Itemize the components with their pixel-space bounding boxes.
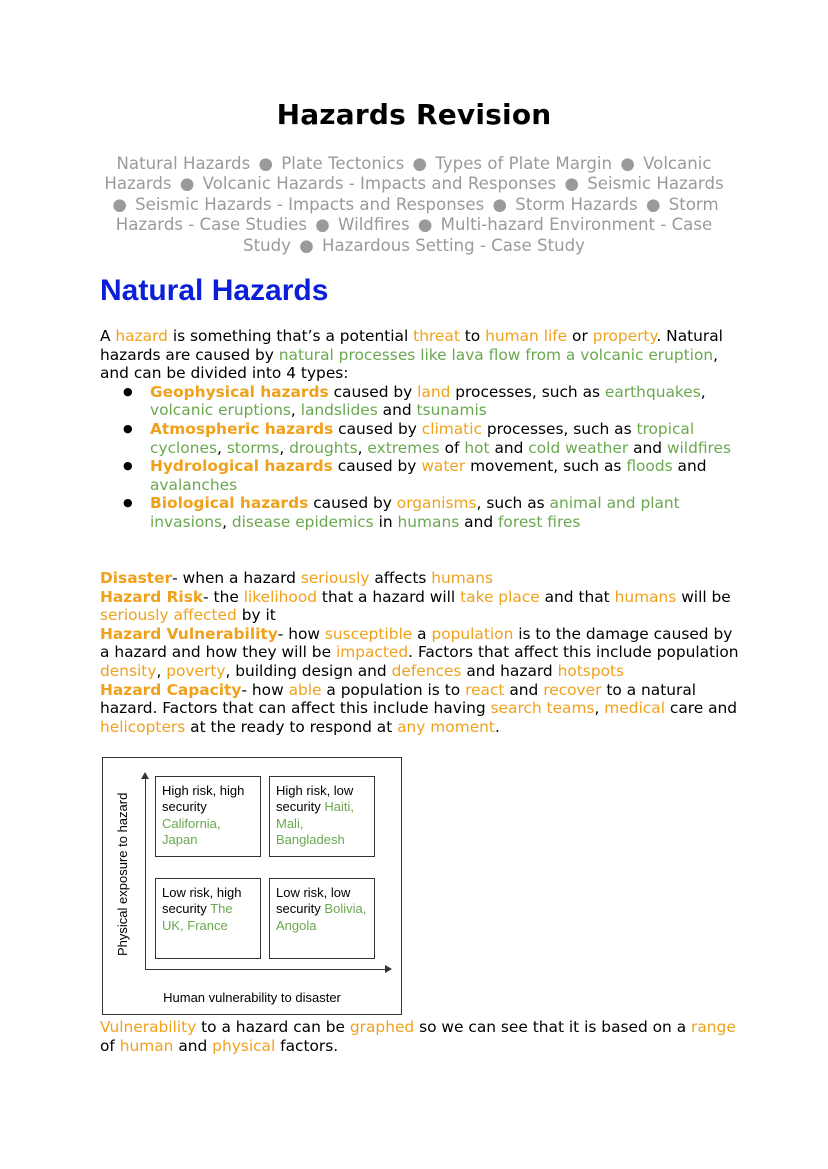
text: and xyxy=(377,401,417,420)
toc-separator: ● xyxy=(299,235,314,255)
highlight-term: organisms xyxy=(396,494,477,513)
quadrant-low-risk-high-security xyxy=(155,878,261,959)
intro-paragraph xyxy=(100,327,740,383)
quadrant-examples: California, Japan xyxy=(162,815,221,847)
y-axis-label: Physical exposure to hazard xyxy=(115,792,130,956)
text: and xyxy=(628,438,667,457)
highlight-term: take place xyxy=(460,587,540,606)
text: processes, such as xyxy=(481,419,637,438)
text: of xyxy=(439,438,465,457)
highlight-term: seriously affected xyxy=(100,606,237,625)
highlight-term: land xyxy=(417,382,451,401)
text: - the xyxy=(203,587,244,606)
text: . Factors that affect this include population xyxy=(408,643,739,662)
highlight-term: human xyxy=(119,1036,174,1055)
text: and xyxy=(173,1036,213,1055)
highlight-term: climatic xyxy=(421,419,482,438)
highlight-term: any moment xyxy=(397,717,495,736)
toc-link-wildfires[interactable]: Wildfires xyxy=(338,215,410,235)
toc-separator: ● xyxy=(112,194,127,214)
quadrant-examples: Haiti, Mali, Bangladesh xyxy=(276,799,355,847)
example-text: tropical cyclones xyxy=(150,419,695,457)
toc-separator: ● xyxy=(179,174,195,194)
highlight-term: likelihood xyxy=(243,587,318,606)
list-item-hydrological xyxy=(150,457,740,494)
page-title: Hazards Revision xyxy=(276,98,552,131)
text: . xyxy=(494,717,500,736)
toc-link-multi-hazard[interactable]: Multi-hazard Environment - Case Study xyxy=(243,215,713,255)
toc-separator: ● xyxy=(492,194,507,214)
quadrant-label: High risk, low security xyxy=(276,783,354,815)
text: and xyxy=(489,438,529,457)
toc-separator: ● xyxy=(417,215,433,235)
toc-link-volcanic-impacts[interactable]: Volcanic Hazards - Impacts and Responses xyxy=(202,174,557,194)
example-text: volcanic eruptions xyxy=(150,401,291,420)
highlight-term: react xyxy=(465,680,505,699)
text: , xyxy=(222,512,232,531)
text: is to the damage caused by a hazard and how they will be xyxy=(100,624,733,662)
text: , xyxy=(216,438,227,457)
example-text: wildfires xyxy=(666,438,732,457)
highlight-term: threat xyxy=(413,327,460,345)
text: that a hazard will xyxy=(317,587,461,606)
definition-term: Hazard Vulnerability xyxy=(100,624,278,643)
list-item-atmospheric xyxy=(150,420,740,457)
highlight-term: seriously xyxy=(300,569,370,587)
text: , xyxy=(594,699,605,718)
toc-separator: ● xyxy=(564,174,579,194)
x-axis-arrow xyxy=(145,969,385,970)
highlight-term: Hydrological hazards xyxy=(150,457,333,476)
text: . Natural hazards are caused by xyxy=(100,327,723,364)
text: factors. xyxy=(275,1036,339,1055)
highlight-term: recover xyxy=(543,680,602,699)
text: caused by xyxy=(328,382,418,401)
highlight-term: graphed xyxy=(349,1018,415,1036)
text: will be xyxy=(676,587,731,606)
highlight-term: able xyxy=(288,680,322,699)
example-text: earthquakes xyxy=(604,382,701,401)
text: and hazard xyxy=(461,661,558,680)
text: and xyxy=(504,680,544,699)
example-text: natural processes like lava flow from a volcanic eruption xyxy=(278,345,714,364)
example-text: animal and plant invasions xyxy=(150,494,680,531)
intro-block xyxy=(100,327,740,532)
x-axis-label: Human vulnerability to disaster xyxy=(163,990,341,1005)
section-heading: Natural Hazards xyxy=(100,274,329,307)
highlight-term: medical xyxy=(604,699,665,718)
text: a population is to xyxy=(321,680,466,699)
highlight-term: water xyxy=(421,457,466,476)
text: , xyxy=(700,382,706,401)
text: so we can see that it is based on a xyxy=(414,1018,692,1036)
hazard-types-list xyxy=(100,383,740,532)
quadrant-high-risk-low-security xyxy=(269,776,375,857)
vulnerability-diagram xyxy=(102,757,402,1015)
highlight-term: humans xyxy=(431,569,494,587)
text: , xyxy=(156,661,167,680)
highlight-term: range xyxy=(691,1018,736,1036)
quadrant-label: Low risk, low security xyxy=(276,885,351,917)
text: or xyxy=(567,327,593,345)
highlight-term: Geophysical hazards xyxy=(150,382,329,401)
highlight-term: humans xyxy=(614,587,677,606)
quadrant-label: Low risk, high security xyxy=(162,885,242,917)
table-of-contents xyxy=(96,154,732,256)
toc-link-seismic-impacts[interactable]: Seismic Hazards - Impacts and Responses xyxy=(135,194,485,214)
text: - how xyxy=(241,680,289,699)
quadrant-low-risk-low-security xyxy=(269,878,375,959)
text: processes, such as xyxy=(450,382,605,401)
highlight-term: density xyxy=(100,661,157,680)
toc-link-natural-hazards[interactable]: Natural Hazards xyxy=(116,154,251,173)
toc-separator: ● xyxy=(315,215,330,235)
toc-link-storm-case-studies[interactable]: Storm Hazards - Case Studies xyxy=(115,194,719,235)
definition-hazard-vulnerability xyxy=(100,625,740,681)
highlight-term: defences xyxy=(391,661,462,680)
text: care and xyxy=(664,699,738,718)
text: by it xyxy=(236,606,276,625)
definition-disaster xyxy=(100,569,740,588)
definition-term: Hazard Risk xyxy=(100,587,204,606)
toc-link-plate-margins[interactable]: Types of Plate Margin xyxy=(435,154,613,173)
text: - how xyxy=(277,624,325,643)
toc-separator: ● xyxy=(645,194,661,214)
example-text: landslides xyxy=(300,401,378,420)
example-text: tsunamis xyxy=(416,401,487,420)
highlight-term: Biological hazards xyxy=(150,494,309,513)
highlight-term: Atmospheric hazards xyxy=(150,419,334,438)
example-text: cold weather xyxy=(528,438,629,457)
text: movement, such as xyxy=(465,457,627,476)
quadrant-high-risk-high-security xyxy=(155,776,261,857)
list-item-geophysical xyxy=(150,383,740,420)
text: - when a hazard xyxy=(172,569,301,587)
highlight-term: impacted xyxy=(335,643,409,662)
example-text: disease epidemics xyxy=(231,512,374,531)
text: and xyxy=(672,457,707,476)
highlight-term: hotspots xyxy=(557,661,625,680)
toc-link-plate-tectonics[interactable]: Plate Tectonics xyxy=(281,154,405,173)
text: , such as xyxy=(476,494,550,513)
toc-link-seismic-hazards[interactable]: Seismic Hazards xyxy=(587,174,724,194)
definitions-block xyxy=(100,569,740,736)
highlight-term: human life xyxy=(485,327,568,345)
text: caused by xyxy=(333,419,422,438)
highlight-term: helicopters xyxy=(100,717,186,736)
definition-term: Hazard Capacity xyxy=(100,680,242,699)
quadrant-examples: The UK, France xyxy=(162,901,233,933)
toc-link-hazardous-setting[interactable]: Hazardous Setting - Case Study xyxy=(322,235,585,255)
diagram-caption xyxy=(100,1018,740,1055)
text: a xyxy=(412,624,432,643)
highlight-term: property xyxy=(592,327,657,345)
text: to a hazard can be xyxy=(196,1018,350,1036)
list-item-biological xyxy=(150,494,740,531)
text: affects xyxy=(369,569,432,587)
definition-hazard-capacity xyxy=(100,681,740,737)
toc-link-volcanic-hazards[interactable]: Volcanic Hazards xyxy=(104,154,712,194)
example-text: avalanches xyxy=(150,475,238,494)
text: at the ready to respond at xyxy=(185,717,398,736)
text: , and can be divided into 4 types: xyxy=(100,345,719,383)
example-text: extremes xyxy=(367,438,440,457)
highlight-term: susceptible xyxy=(324,624,413,643)
highlight-term: search teams xyxy=(490,699,595,718)
highlight-term: population xyxy=(431,624,514,643)
highlight-term: physical xyxy=(212,1036,276,1055)
text: to a natural hazard. Factors that can affect this include having xyxy=(100,680,697,718)
definition-term: Disaster xyxy=(100,569,173,587)
example-text: humans xyxy=(397,512,460,531)
toc-link-storm-hazards[interactable]: Storm Hazards xyxy=(515,194,638,214)
quadrant-label: High risk, high security xyxy=(162,783,245,815)
toc-separator: ● xyxy=(620,154,635,173)
example-text: floods xyxy=(626,457,673,476)
toc-separator: ● xyxy=(412,154,428,173)
text: caused by xyxy=(308,494,397,513)
text: in xyxy=(373,512,398,531)
text: A xyxy=(100,327,116,345)
text: , xyxy=(279,438,290,457)
text: , building design and xyxy=(225,661,392,680)
highlight-term: hazard xyxy=(115,327,168,345)
example-text: hot xyxy=(464,438,490,457)
text: caused by xyxy=(332,457,422,476)
example-text: forest fires xyxy=(498,512,581,531)
example-text: storms xyxy=(226,438,280,457)
text: , xyxy=(290,401,301,420)
definition-hazard-risk xyxy=(100,588,740,625)
toc-separator: ● xyxy=(258,154,273,173)
highlight-term: Vulnerability xyxy=(100,1018,197,1036)
quadrant-examples: Bolivia, Angola xyxy=(276,901,367,933)
y-axis-arrow xyxy=(145,778,146,970)
highlight-term: poverty xyxy=(166,661,226,680)
text: , xyxy=(357,438,368,457)
text: to xyxy=(459,327,486,345)
text: and that xyxy=(539,587,615,606)
text: is something that’s a potential xyxy=(167,327,414,345)
text: and xyxy=(459,512,499,531)
text: of xyxy=(100,1036,120,1055)
example-text: droughts xyxy=(289,438,358,457)
